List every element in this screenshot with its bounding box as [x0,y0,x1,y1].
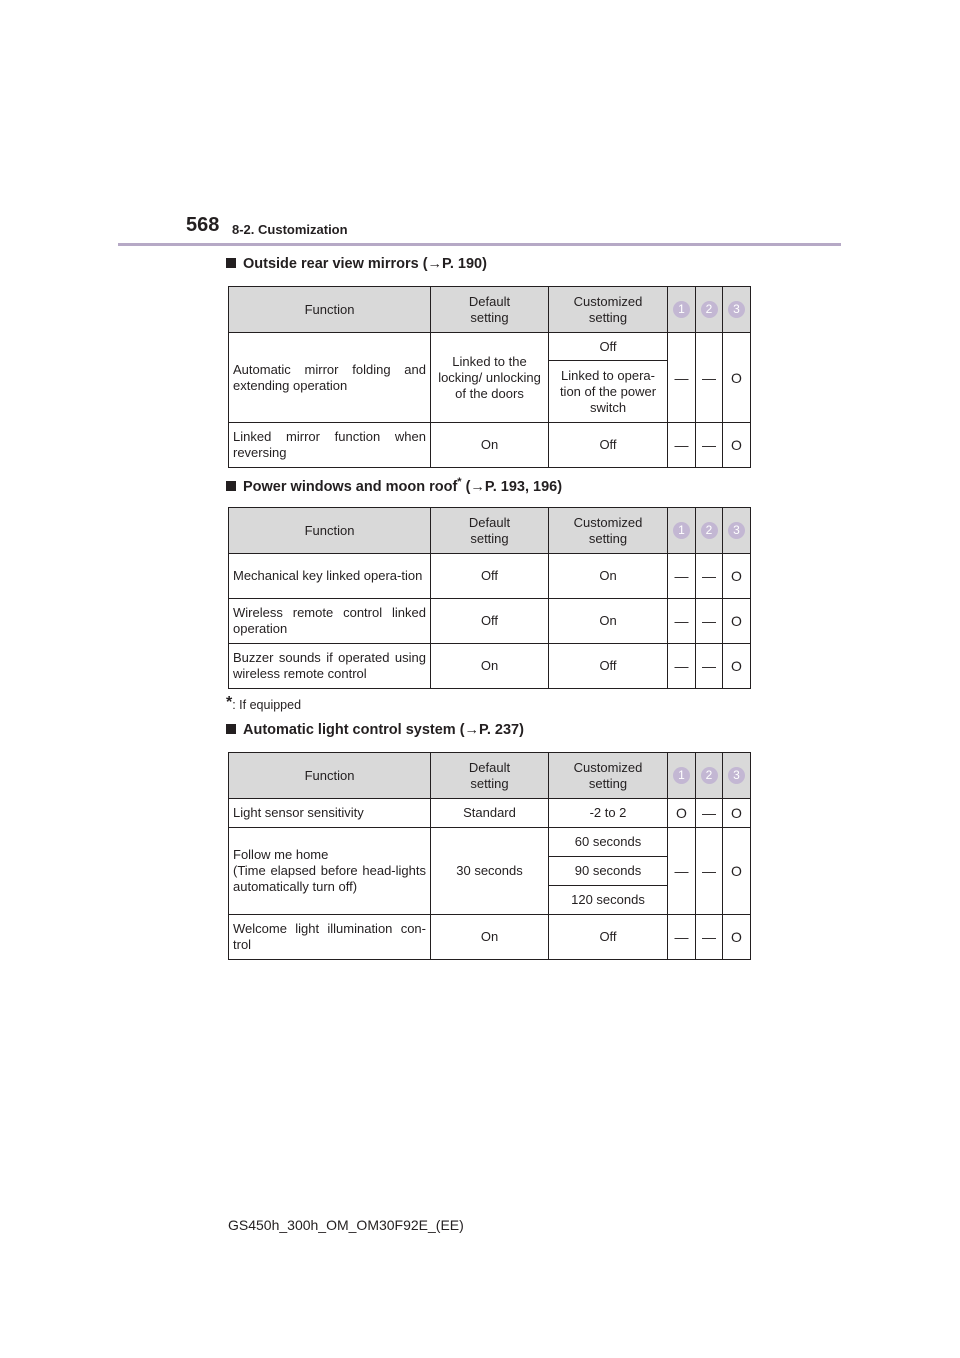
mark-cell: O [723,915,751,960]
function-cell: Wireless remote control linked operation [229,599,431,644]
function-cell: Buzzer sounds if operated using wireless remote control [229,644,431,689]
number-1-icon: 1 [673,522,690,539]
mark-cell: O [723,599,751,644]
bullet-square-icon [226,724,236,734]
mark-cell: O [723,644,751,689]
function-cell: Welcome light illumination con-trol [229,915,431,960]
default-cell: 30 seconds [431,828,549,915]
mark-cell: O [723,423,751,468]
customized-cell: Linked to opera-tion of the power switch [549,361,668,423]
customized-cell: 120 seconds [549,886,668,915]
table-row [229,644,751,689]
table-row [229,915,751,960]
col-2 [696,753,723,799]
default-cell: Off [431,599,549,644]
function-cell: Follow me home (Time elapsed before head-lights automatically turn off) [229,828,431,915]
header-rule [118,243,841,246]
table-row [229,828,751,857]
table-row [229,423,751,468]
table-row [229,554,751,599]
table-auto-light [228,752,751,960]
mark-cell: — [668,554,696,599]
heading-power-windows: Power windows and moon roof* (→P. 193, 196) [226,476,562,495]
bullet-square-icon [226,258,236,268]
mark-cell: — [696,799,723,828]
footer-document-code: GS450h_300h_OM_OM30F92E_(EE) [228,1217,464,1233]
heading-auto-light: Automatic light control system (→P. 237) [226,722,524,738]
mark-cell: — [696,423,723,468]
col-default: Default setting [431,753,549,799]
table-power-windows [228,507,751,689]
table-outside-mirrors [228,286,751,468]
customized-cell: 90 seconds [549,857,668,886]
mark-cell: — [668,333,696,423]
number-2-icon: 2 [701,301,718,318]
number-3-icon: 3 [728,767,745,784]
table-row [229,333,751,361]
function-cell: Linked mirror function when reversing [229,423,431,468]
mark-cell: — [696,828,723,915]
bullet-square-icon [226,481,236,491]
mark-cell: — [668,599,696,644]
number-2-icon: 2 [701,767,718,784]
footnote-star: * [457,476,462,488]
col-2 [696,287,723,333]
mark-cell: — [696,554,723,599]
customized-cell: Off [549,915,668,960]
number-1-icon: 1 [673,767,690,784]
customized-cell: On [549,599,668,644]
mark-cell: — [696,599,723,644]
number-3-icon: 3 [728,522,745,539]
number-2-icon: 2 [701,522,718,539]
customized-cell: Off [549,333,668,361]
customized-cell: -2 to 2 [549,799,668,828]
col-customized: Customized setting [549,287,668,333]
col-3 [723,287,751,333]
customized-cell: Off [549,423,668,468]
table-header-row [229,508,751,554]
mark-cell: — [668,644,696,689]
col-customized: Customized setting [549,753,668,799]
heading-outside-mirrors: Outside rear view mirrors (→P. 190) [226,256,487,272]
function-cell: Mechanical key linked opera-tion [229,554,431,599]
table-row [229,599,751,644]
customized-cell: On [549,554,668,599]
default-cell: Linked to the locking/ unlocking of the doors [431,333,549,423]
table-header-row [229,287,751,333]
col-1 [668,753,696,799]
col-default: Default setting [431,508,549,554]
mark-cell: — [668,828,696,915]
col-function: Function [229,508,431,554]
mark-cell: O [723,554,751,599]
page-number: 568 [186,214,220,236]
col-3 [723,753,751,799]
function-cell: Light sensor sensitivity [229,799,431,828]
mark-cell: — [696,644,723,689]
col-function: Function [229,753,431,799]
col-3 [723,508,751,554]
default-cell: Off [431,554,549,599]
table-header-row [229,753,751,799]
mark-cell: — [696,915,723,960]
col-customized: Customized setting [549,508,668,554]
function-cell: Automatic mirror folding and extending operation [229,333,431,423]
default-cell: On [431,423,549,468]
col-1 [668,508,696,554]
mark-cell: O [723,333,751,423]
mark-cell: O [668,799,696,828]
number-3-icon: 3 [728,301,745,318]
col-2 [696,508,723,554]
customized-cell: Off [549,644,668,689]
section-title: 8-2. Customization [232,222,348,237]
default-cell: Standard [431,799,549,828]
col-default: Default setting [431,287,549,333]
default-cell: On [431,915,549,960]
col-function: Function [229,287,431,333]
mark-cell: — [696,333,723,423]
number-1-icon: 1 [673,301,690,318]
footnote: *: If equipped [226,694,302,712]
customized-cell: 60 seconds [549,828,668,857]
table-row [229,799,751,828]
mark-cell: — [668,915,696,960]
default-cell: On [431,644,549,689]
mark-cell: — [668,423,696,468]
mark-cell: O [723,828,751,915]
col-1 [668,287,696,333]
mark-cell: O [723,799,751,828]
